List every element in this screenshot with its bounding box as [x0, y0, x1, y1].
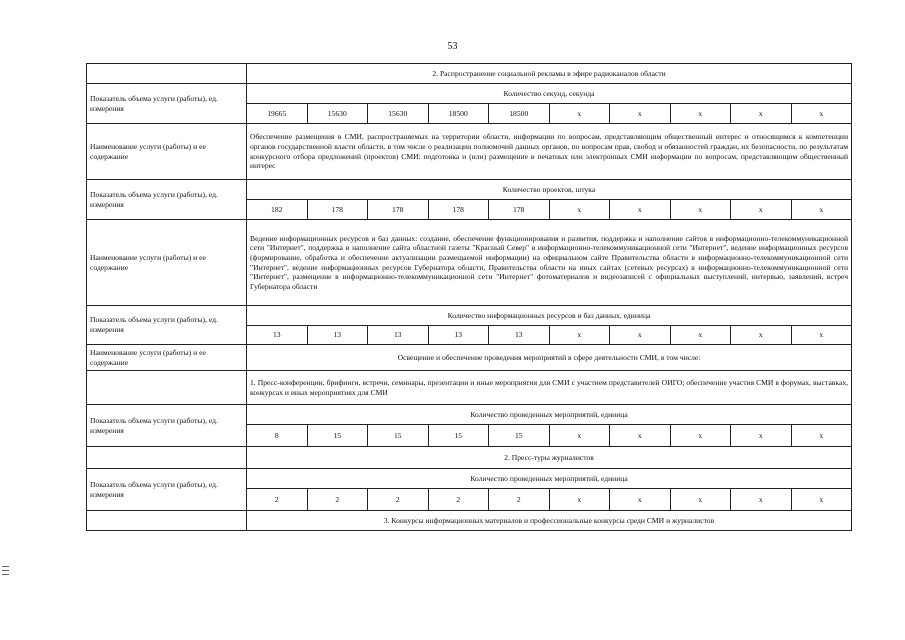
value-cell: x	[670, 326, 731, 345]
value-cell: x	[610, 104, 671, 124]
value-cell: 15	[489, 425, 550, 447]
value-cell: 2	[489, 489, 550, 511]
value-cell: x	[731, 200, 792, 220]
value-cell: x	[731, 489, 792, 511]
table-row	[87, 371, 852, 405]
value-cell: x	[610, 200, 671, 220]
unit-heading-seconds: Количество секунд, секунда	[247, 84, 852, 104]
section-heading-radio-ads: 2. Распространение социальной рекламы в эфире радиоканалов области	[247, 64, 852, 84]
table-row	[87, 469, 852, 489]
value-cell: x	[549, 425, 610, 447]
table-row	[87, 511, 852, 531]
value-cell: 15630	[368, 104, 429, 124]
unit-heading-projects: Количество проектов, штука	[247, 180, 852, 200]
value-cell: 13	[489, 326, 550, 345]
value-cell: x	[549, 200, 610, 220]
value-cell: 2	[307, 489, 368, 511]
table-row	[87, 180, 852, 200]
service-name-label: Наименование услуги (работы) и ее содержание	[87, 345, 247, 371]
value-cell: 13	[307, 326, 368, 345]
value-cell: 2	[428, 489, 489, 511]
value-cell: x	[610, 489, 671, 511]
table-row	[87, 84, 852, 104]
table-row	[87, 64, 852, 84]
table-row	[87, 447, 852, 469]
value-cell: x	[670, 425, 731, 447]
value-cell: 15	[307, 425, 368, 447]
value-cell: 18500	[489, 104, 550, 124]
value-cell: x	[731, 326, 792, 345]
value-cell: x	[549, 104, 610, 124]
table-row	[87, 220, 852, 306]
volume-indicator-label: Показатель объема услуги (работы), ед. измерения	[87, 469, 247, 511]
value-cell: x	[670, 104, 731, 124]
value-cell: 19665	[247, 104, 308, 124]
value-cell: 15	[368, 425, 429, 447]
value-cell: x	[549, 489, 610, 511]
service-name-label: Наименование услуги (работы) и ее содержание	[87, 220, 247, 306]
table-row	[87, 405, 852, 425]
service-name-label: Наименование услуги (работы) и ее содержание	[87, 124, 247, 180]
value-cell: 13	[247, 326, 308, 345]
value-cell: 182	[247, 200, 308, 220]
value-cell: 178	[428, 200, 489, 220]
binding-margin-mark	[2, 566, 9, 578]
subitem-press-conferences: 1. Пресс-конференции, брифинги, встречи, семинары, презентации и иные мероприятия для СМИ с участием представителей ОИГО; обеспечение участия СМИ в форумах, выставках, конкурсах и иных мероприятиях для СМИ	[247, 371, 852, 405]
value-cell: x	[670, 200, 731, 220]
value-cell: x	[791, 326, 852, 345]
value-cell: x	[731, 104, 792, 124]
value-cell: 8	[247, 425, 308, 447]
subitem-press-tours: 2. Пресс-туры журналистов	[247, 447, 852, 469]
value-cell: x	[549, 326, 610, 345]
volume-indicator-label: Показатель объема услуги (работы), ед. измерения	[87, 84, 247, 124]
value-cell: 2	[368, 489, 429, 511]
value-cell: 178	[307, 200, 368, 220]
table-row	[87, 306, 852, 326]
volume-indicator-label: Показатель объема услуги (работы), ед. измерения	[87, 180, 247, 220]
value-cell: x	[791, 104, 852, 124]
value-cell: x	[731, 425, 792, 447]
value-cell: 15	[428, 425, 489, 447]
value-cell: x	[610, 425, 671, 447]
table-row	[87, 345, 852, 371]
value-cell: x	[670, 489, 731, 511]
value-cell: 13	[428, 326, 489, 345]
subitem-contests: 3. Конкурсы информационных материалов и профессиональные конкурсы среди СМИ и журналистов	[247, 511, 852, 531]
table-row	[87, 124, 852, 180]
volume-indicator-label: Показатель объема услуги (работы), ед. измерения	[87, 405, 247, 447]
page-number: 53	[447, 41, 458, 52]
empty-label-cell	[87, 64, 247, 84]
value-cell: 178	[489, 200, 550, 220]
service-description-events: Освещение и обеспечение проведения мероприятий в сфере деятельности СМИ, в том числе:	[247, 345, 852, 371]
volume-indicator-label: Показатель объема услуги (работы), ед. измерения	[87, 306, 247, 345]
value-cell: x	[791, 200, 852, 220]
unit-heading-events: Количество проведенных мероприятий, единица	[247, 469, 852, 489]
unit-heading-events: Количество проведенных мероприятий, единица	[247, 405, 852, 425]
empty-label-cell	[87, 371, 247, 405]
value-cell: 13	[368, 326, 429, 345]
value-cell: 178	[368, 200, 429, 220]
empty-label-cell	[87, 447, 247, 469]
services-table	[86, 63, 852, 531]
value-cell: 18500	[428, 104, 489, 124]
value-cell: 2	[247, 489, 308, 511]
value-cell: x	[791, 425, 852, 447]
value-cell: x	[791, 489, 852, 511]
service-description-info-resources: Ведение информационных ресурсов и баз данных: создание, обеспечение функционирования и развития, поддержка и наполнение сайтов в информационно-телекоммуникационной сети "Интернет", поддержка и наполнение сайта областной газеты "Красный Север" в информационно-телекоммуникационной сети "Интернет", ведение информационных ресурсов (формирование, обработка и обеспечение актуализации размещаемой информации) на официальном сайте Правительства области в информационно-телекоммуникационной сети "Интернет", ведение информационных ресурсов Губернатора области, Правительства области на иных сайтах (сетевых ресурсах) в информационно-телекоммуникационной сети "Интернет", размещение в информационно-телекоммуникационной сети "Интернет" фотоматериалов и видеозаписей с официальных выступлений, интервью, заявлений, встреч Губернатора области	[247, 220, 852, 306]
value-cell: 15630	[307, 104, 368, 124]
empty-label-cell	[87, 511, 247, 531]
unit-heading-resources: Количество информационных ресурсов и баз данных, единица	[247, 306, 852, 326]
service-description-media: Обеспечение размещения в СМИ, распространяемых на территории области, информации по вопросам, представляющим общественный интерес и относящимся к компетенции органов государственной власти области, в том числе о реализации полномочий данных органов, по вопросам прав, свобод и обязанностей граждан, их безопасности, по результатам конкурсного отбора предложений (проектов) СМИ: подготовка и (или) размещение в печатных или электронных СМИ информации по вопросам, представляющим общественный интерес	[247, 124, 852, 180]
value-cell: x	[610, 326, 671, 345]
